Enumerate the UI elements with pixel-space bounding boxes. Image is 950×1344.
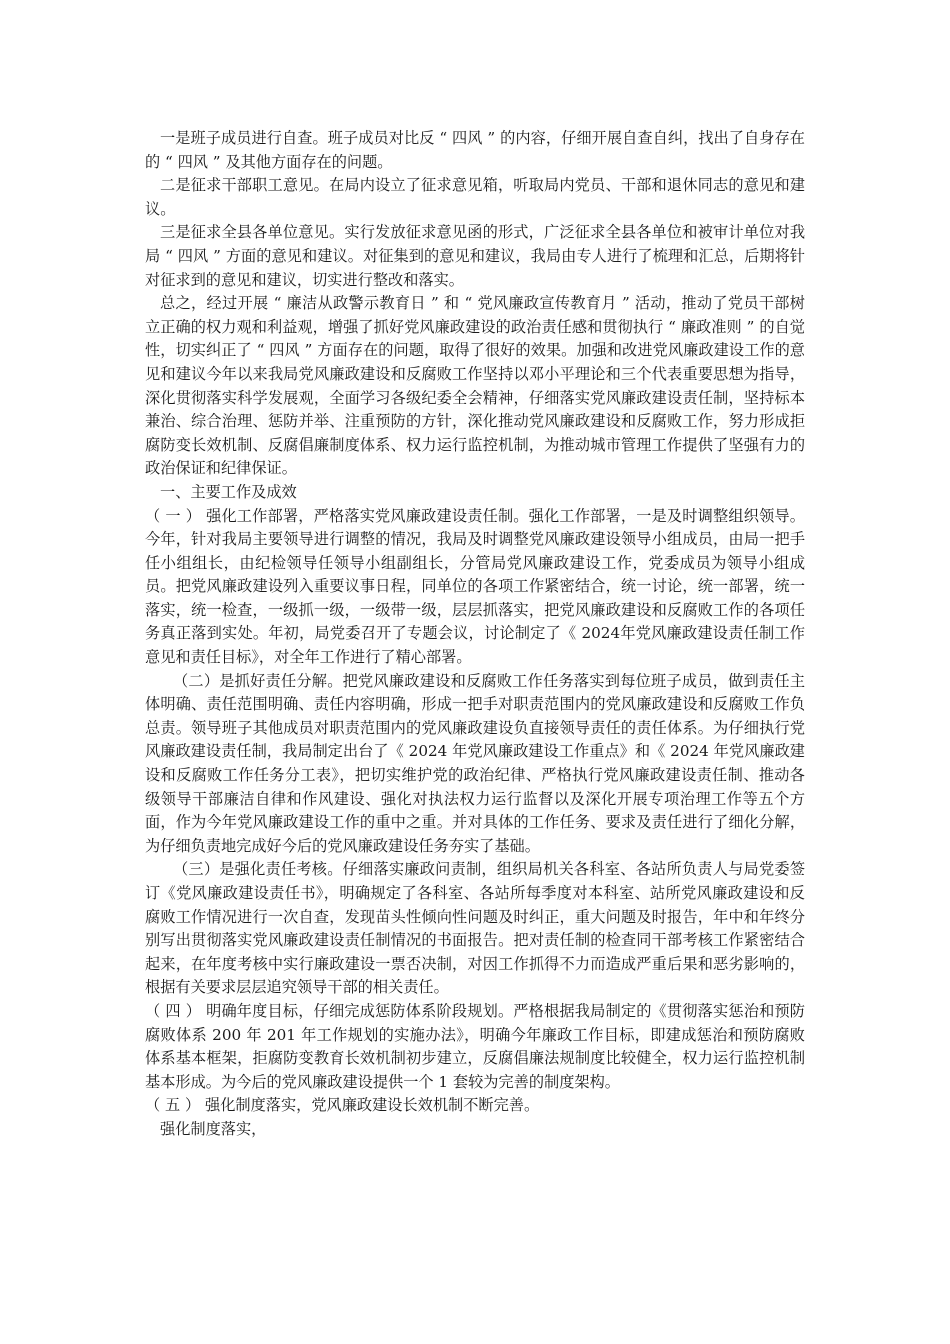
paragraph-item-5-continued: 强化制度落实， (160, 1119, 267, 1138)
paragraph-item-5: （ 五 ） 强化制度落实，党风廉政建设长效机制不断完善。 (145, 1096, 540, 1115)
paragraph-summary: 总之，经过开展 “ 廉洁从政警示教育日 ” 和 “ 党风廉政宣传教育月 ” 活动，推动了党员干部树立正确的权力观和利益观，增强了抓好党风廉政建设的政治责任感和贯彻执行 “ 廉政准则 ” 的自觉性，切实纠正了 “ 四风 ” 方面存在的问题，取得了很好的效果。加强和改进党风廉政建设工作的意见和建议今年以来我局党风廉政建设和反腐败工作坚持以邓小平理论和三个代表重要思想为指导，深化贯彻落实科学发展观，全面学习各级纪委全会精神，仔细落实党风廉政建设责任制，坚持标本兼治、综合治理、惩防并举、注重预防的方针，深化推动党风廉政建设和反腐败工作，努力形成拒腐防变长效机制、反腐倡廉制度体系、权力运行监控机制，为推动城市管理工作提供了坚强有力的政治保证和纪律保证。 (145, 294, 805, 478)
paragraph-self-check: 一是班子成员进行自查。班子成员对比反 “ 四风 ” 的内容，仔细开展自查自纠，找出了自身存在的 “ 四风 ” 及其他方面存在的问题。 (145, 129, 805, 171)
document-body (145, 127, 805, 1142)
paragraph-county-opinions: 三是征求全县各单位意见。实行发放征求意见函的形式，广泛征求全县各单位和被审计单位对我局 “ 四风 ” 方面的意见和建议。对征集到的意见和建议，我局由专人进行了梳理和汇总，后期将针对征求到的意见和建议，切实进行整改和落实。 (145, 223, 805, 289)
paragraph-item-1: （ 一 ） 强化工作部署，严格落实党风廉政建设责任制。强化工作部署，一是及时调整组织领导。今年，针对我局主要领导进行调整的情况，我局及时调整党风廉政建设领导小组成员，由局一把手任小组组长，由纪检领导任领导小组副组长，分管局党风廉政建设工作，党委成员为领导小组成员。把党风廉政建设列入重要议事日程，同单位的各项工作紧密结合，统一讨论，统一部署，统一落实，统一检查，一级抓一级，一级带一级，层层抓落实，把党风廉政建设和反腐败工作的各项任务真正落到实处。年初，局党委召开了专题会议，讨论制定了《 2024年党风廉政建设责任制工作意见和责任目标》，对全年工作进行了精心部署。 (145, 506, 805, 667)
paragraph-item-2: （二）是抓好责任分解。把党风廉政建设和反腐败工作任务落实到每位班子成员，做到责任主体明确、责任范围明确、责任内容明确，形成一把手对职责范围内的党风廉政建设和反腐败工作负总责。领导班子其他成员对职责范围内的党风廉政建设负直接领导责任的责任体系。为仔细执行党风廉政建设责任制，我局制定出台了《 2024 年党风廉政建设工作重点》和《 2024 年党风廉政建设和反腐败工作任务分工表》，把切实维护党的政治纪律、严格执行党风廉政建设责任制、推动各级领导干部廉洁自律和作风建设、强化对执法权力运行监督以及深化开展专项治理工作等五个方面，作为今年党风廉政建设工作的重中之重。并对具体的工作任务、要求及责任进行了细化分解，为仔细负责地完成好今后的党风廉政建设任务夯实了基础。 (145, 671, 805, 855)
paragraph-item-4: （ 四 ） 明确年度目标，仔细完成惩防体系阶段规划。严格根据我局制定的《贯彻落实惩治和预防腐败体系 200 年 201 年工作规划的实施办法》，明确今年廉政工作目标，即建成惩治和预防腐败体系基本框架，拒腐防变教育长效机制初步建立，反腐倡廉法规制度比较健全，权力运行监控机制基本形成。为今后的党风廉政建设提供一个 1 套较为完善的制度架构。 (145, 1001, 805, 1091)
paragraph-item-3: （三）是强化责任考核。仔细落实廉政问责制，组织局机关各科室、各站所负责人与局党委签订《党风廉政建设责任书》，明确规定了各科室、各站所每季度对本科室、站所党风廉政建设和反腐败工作情况进行一次自查，发现苗头性倾向性问题及时纠正，重大问题及时报告，年中和年终分别写出贯彻落实党风廉政建设责任制情况的书面报告。把对责任制的检查同干部考核工作紧密结合起来，在年度考核中实行廉政建设一票否决制，对因工作抓得不力而造成严重后果和恶劣影响的，根据有关要求层层追究领导干部的相关责任。 (145, 860, 805, 997)
paragraph-staff-opinions: 二是征求干部职工意见。在局内设立了征求意见箱，听取局内党员、干部和退休同志的意见和建议。 (145, 176, 805, 218)
section-heading-main-work: 一、主要工作及成效 (160, 482, 297, 501)
